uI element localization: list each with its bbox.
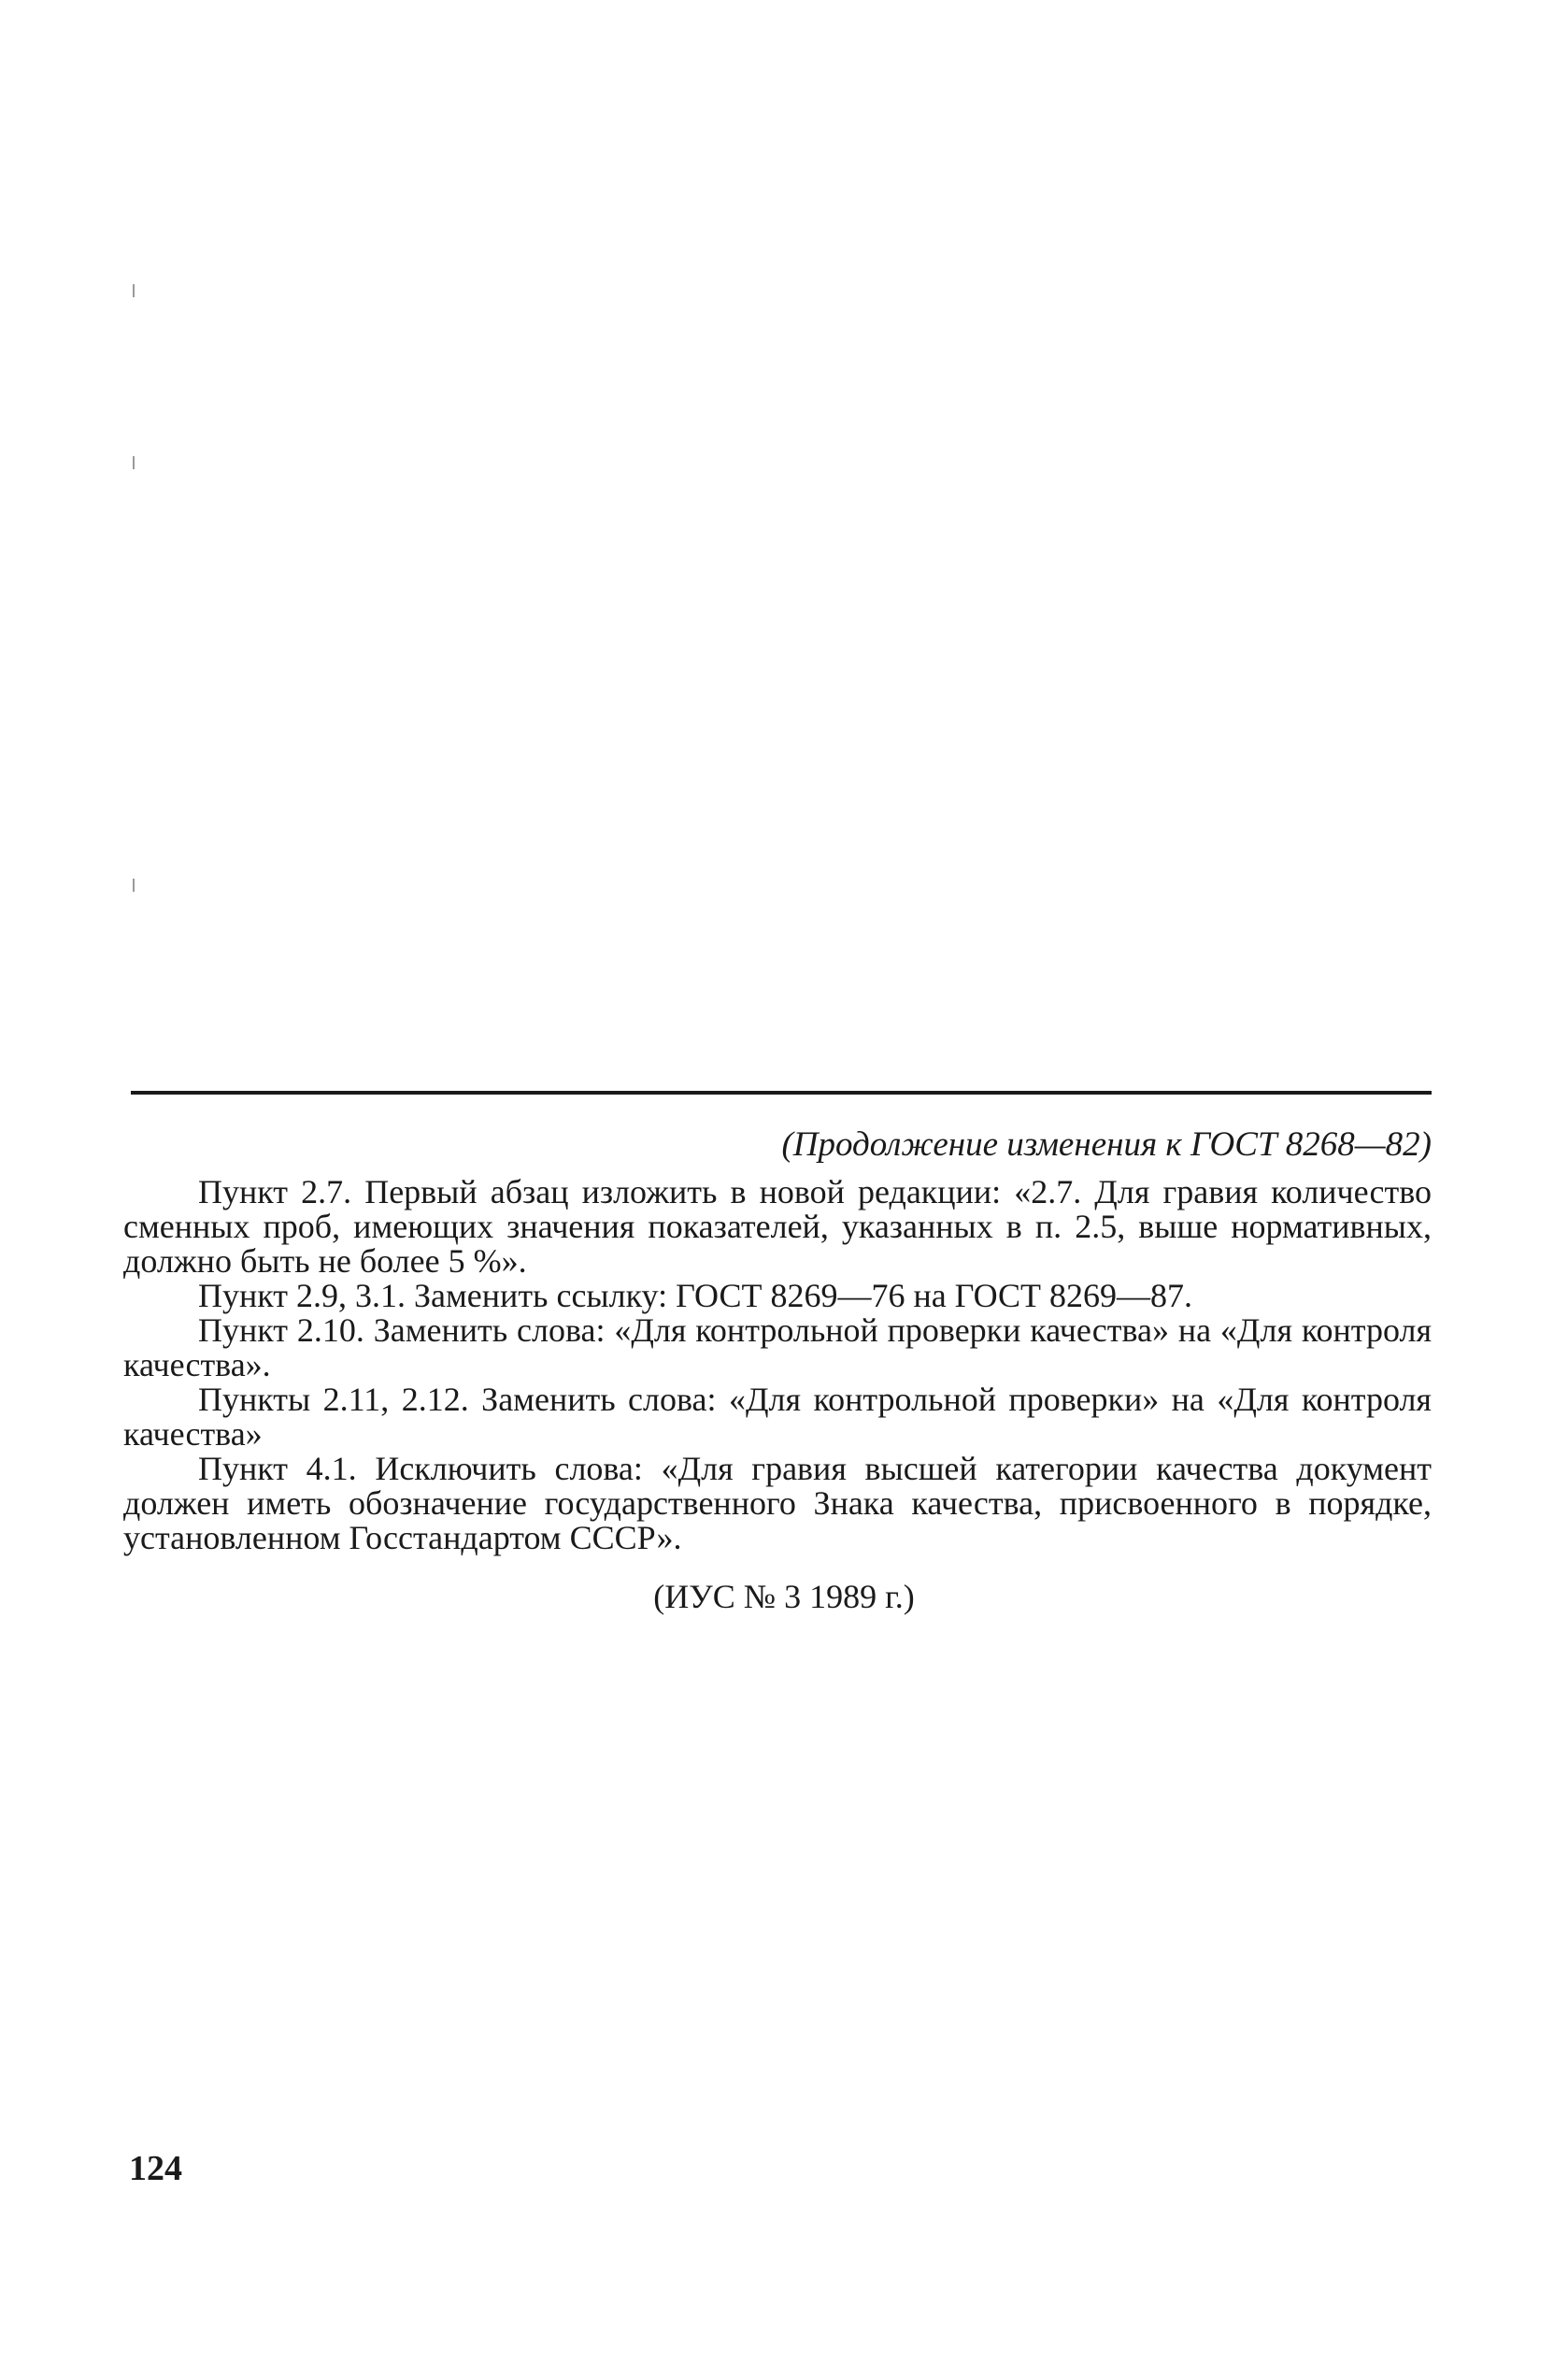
- paragraph: Пункт 2.10. Заменить слова: «Для контрольной проверки качества» на «Для контроля качества».: [123, 1311, 1432, 1383]
- source-citation: (ИУС № 3 1989 г.): [653, 1578, 915, 1615]
- scan-speck: [133, 879, 135, 892]
- horizontal-rule: [131, 1091, 1432, 1095]
- paragraph: Пункт 4.1. Исключить слова: «Для гравия высшей категории качества документ должен иметь обозначение государственного Знака качества, присвоенного в порядке, установленном Госстандартом СССР».: [123, 1450, 1432, 1556]
- scan-speck: [133, 284, 135, 297]
- page-number: 124: [129, 2149, 182, 2188]
- amendment-text: [123, 1175, 1432, 1555]
- continuation-header: (Продолжение изменения к ГОСТ 8268—82): [781, 1125, 1432, 1164]
- paragraph: Пункты 2.11, 2.12. Заменить слова: «Для контрольной проверки» на «Для контроля качества»: [123, 1381, 1432, 1453]
- paragraph: Пункт 2.9, 3.1. Заменить ссылку: ГОСТ 8269—76 на ГОСТ 8269—87.: [198, 1277, 1193, 1314]
- paragraph: Пункт 2.7. Первый абзац изложить в новой редакции: «2.7. Для гравия количество сменных проб, имеющих значения показателей, указанных в п. 2.5, выше нормативных, должно быть не более 5 %».: [123, 1173, 1432, 1280]
- scan-speck: [133, 456, 135, 469]
